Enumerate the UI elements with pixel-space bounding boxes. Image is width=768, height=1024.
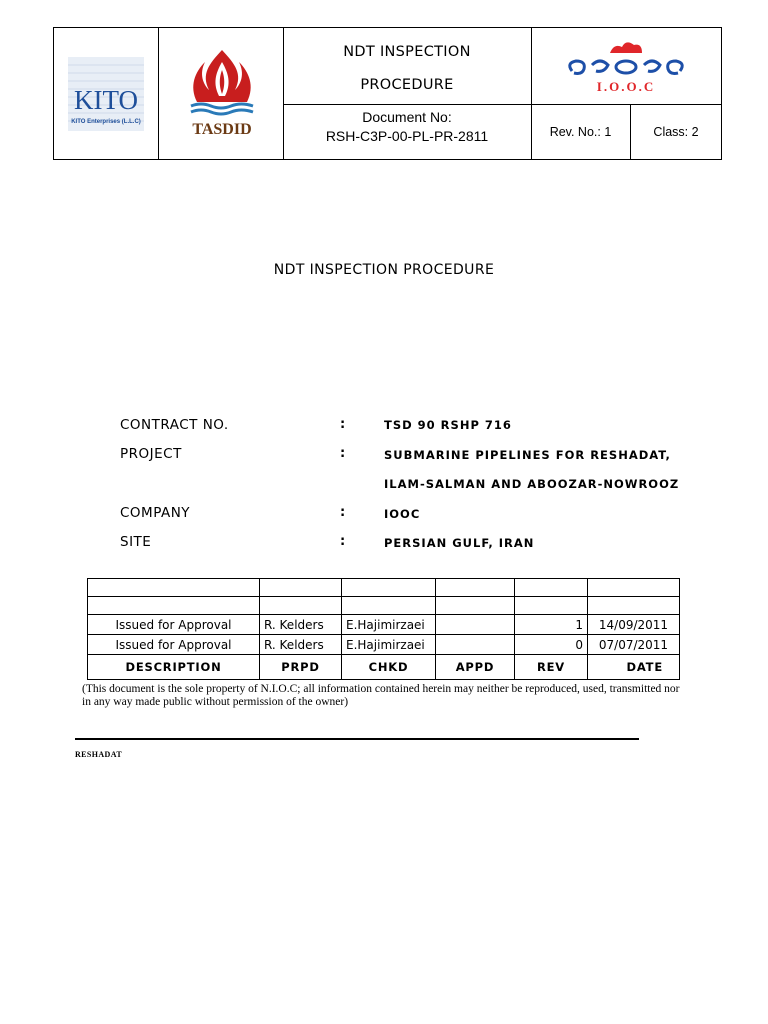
tasdid-logo xyxy=(167,28,277,159)
column-header-appd: APPD xyxy=(436,655,515,680)
column-header-prpd: PRPD xyxy=(260,655,342,680)
header-title-line1: NDT INSPECTION xyxy=(343,44,471,60)
site-label: SITE xyxy=(120,534,152,550)
site-separator: : xyxy=(340,534,346,549)
footer-label: RESHADAT xyxy=(75,750,123,759)
project-label: PROJECT xyxy=(120,446,182,462)
document-class: Class: 2 xyxy=(653,125,699,139)
table-row xyxy=(88,597,680,615)
revision-description: Issued for Approval xyxy=(88,615,260,635)
header-divider xyxy=(158,28,159,159)
project-separator: : xyxy=(340,446,346,461)
svg-text:I.O.O.C: I.O.O.C xyxy=(596,78,656,94)
column-header-rev: REV xyxy=(515,655,588,680)
site-value: PERSIAN GULF, IRAN xyxy=(384,536,535,550)
revision-approved-by xyxy=(436,635,515,655)
table-row xyxy=(88,615,680,635)
ownership-notice: (This document is the sole property of N.I.O.C; all information contained herein may neither be reproduced, used, transmitted nor in any way made public without permission of the owner) xyxy=(82,683,680,708)
table-row xyxy=(88,579,680,597)
revision-description: Issued for Approval xyxy=(88,635,260,655)
iooc-logo xyxy=(532,28,720,103)
svg-text:TASDID: TASDID xyxy=(192,120,252,138)
revision-number-cell: 0 xyxy=(515,635,588,655)
table-row xyxy=(88,635,680,655)
revision-date: 14/09/2011 xyxy=(588,615,680,635)
company-separator: : xyxy=(340,505,346,520)
document-number-label: Document No: xyxy=(362,109,452,125)
project-value-line1: SUBMARINE PIPELINES FOR RESHADAT, xyxy=(384,448,671,462)
column-header-date: DATE xyxy=(588,655,680,680)
footer-divider xyxy=(75,738,639,740)
revision-prepared-by: R. Kelders xyxy=(260,615,342,635)
svg-text:KITO Enterprises (L.L.C): KITO Enterprises (L.L.C) xyxy=(71,118,141,125)
svg-text:KITO: KITO xyxy=(74,84,138,115)
company-value: IOOC xyxy=(384,507,421,521)
table-header-row xyxy=(88,655,680,680)
kito-logo xyxy=(64,28,148,159)
revision-checked-by: E.Hajimirzaei xyxy=(342,635,436,655)
revision-checked-by: E.Hajimirzaei xyxy=(342,615,436,635)
header-divider xyxy=(283,104,721,105)
document-number: RSH-C3P-00-PL-PR-2811 xyxy=(325,128,489,144)
revision-date: 07/07/2011 xyxy=(588,635,680,655)
column-header-chkd: CHKD xyxy=(342,655,436,680)
project-value-line2: ILAM-SALMAN AND ABOOZAR-NOWROOZ xyxy=(384,477,680,491)
contract-no-label: CONTRACT NO. xyxy=(120,417,229,433)
document-title: NDT INSPECTION PROCEDURE xyxy=(273,262,495,278)
revision-approved-by xyxy=(436,615,515,635)
header-title-line2: PROCEDURE xyxy=(360,77,454,93)
revision-prepared-by: R. Kelders xyxy=(260,635,342,655)
column-header-description: DESCRIPTION xyxy=(88,655,260,680)
contract-no-separator: : xyxy=(340,417,346,432)
document-header xyxy=(53,27,722,160)
revision-number-cell: 1 xyxy=(515,615,588,635)
revision-table xyxy=(87,578,680,680)
revision-number: Rev. No.: 1 xyxy=(549,125,612,139)
contract-no-value: TSD 90 RSHP 716 xyxy=(384,418,512,432)
company-label: COMPANY xyxy=(120,505,191,521)
